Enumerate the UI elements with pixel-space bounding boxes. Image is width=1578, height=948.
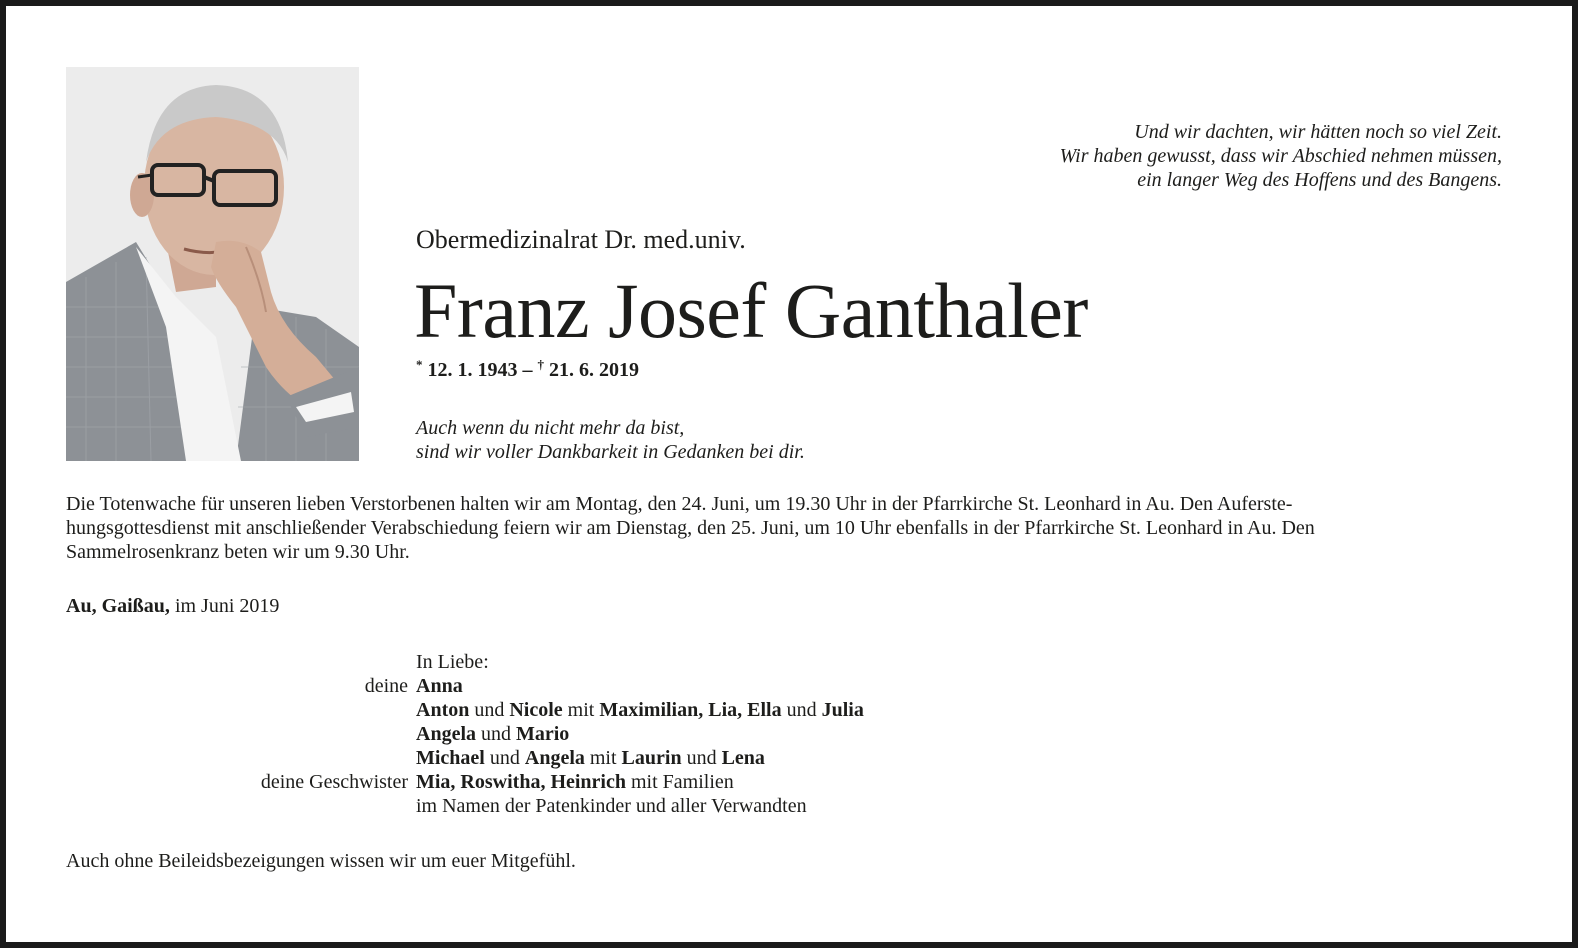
mourner-row <box>0 794 1000 818</box>
mourner-row <box>0 746 1000 770</box>
quote <box>902 120 1502 192</box>
mourner-row <box>0 722 1000 746</box>
mourner-connector: und <box>484 747 525 769</box>
mourner-rows <box>0 674 1000 818</box>
birth-date: 12. 1. 1943 <box>427 359 518 381</box>
date-separator: – <box>517 359 538 381</box>
mourner-name: Julia <box>821 699 864 721</box>
funeral-announcement <box>66 492 1506 564</box>
quote-line: Wir haben gewusst, dass wir Abschied nehmen müssen, <box>1059 145 1502 167</box>
mourner-names <box>416 722 569 746</box>
mourner-name: Anton <box>416 699 470 721</box>
deceased-name: Franz Josef Ganthaler <box>414 267 1088 354</box>
mourner-name: Mia, Roswitha, Heinrich <box>416 771 626 793</box>
mourner-connector: mit <box>562 699 600 721</box>
life-dates <box>416 359 639 382</box>
place-date <box>66 595 279 618</box>
mourner-name: Mario <box>516 723 570 745</box>
mourner-name: Nicole <box>509 699 563 721</box>
mourner-name: Laurin <box>621 747 682 769</box>
mourner-connector: im Namen der Patenkinder und aller Verwandten <box>416 795 807 817</box>
mourner-connector: und <box>681 747 722 769</box>
mourner-row <box>0 698 1000 722</box>
birth-symbol: * <box>416 357 423 372</box>
mourner-connector: mit <box>584 747 622 769</box>
verse <box>416 416 805 464</box>
announcement-line: Die Totenwache für unseren lieben Verstorbenen halten wir am Montag, den 24. Juni, um 19.30 Uhr in der Pfarrkirche St. Leonhard in Au. Den Auferste- <box>66 493 1293 515</box>
mourner-name: Angela <box>416 723 476 745</box>
mourner-names <box>416 674 463 698</box>
verse-line: sind wir voller Dankbarkeit in Gedanken bei dir. <box>416 441 805 463</box>
mourner-name: Maximilian, Lia, Ella <box>599 699 782 721</box>
mourner-relation-label: deine <box>364 675 408 697</box>
announcement-line: Sammelrosenkranz beten wir um 9.30 Uhr. <box>66 541 410 563</box>
mourners-intro: In Liebe: <box>416 651 489 673</box>
mourner-connector: mit Familien <box>626 771 734 793</box>
portrait-photo <box>66 67 359 461</box>
mourner-relation-label: deine Geschwister <box>260 771 408 793</box>
mourner-name: Angela <box>524 747 585 769</box>
quote-line: ein langer Weg des Hoffens und des Bangens. <box>1137 169 1502 191</box>
mourners-list <box>0 650 1000 818</box>
mourner-names <box>416 746 765 770</box>
mourner-names <box>416 770 734 794</box>
death-symbol: † <box>537 357 544 372</box>
quote-line: Und wir dachten, wir hätten noch so viel Zeit. <box>1134 121 1502 143</box>
mourner-name: Lena <box>721 747 765 769</box>
death-date: 21. 6. 2019 <box>549 359 639 381</box>
mourner-names <box>416 794 807 818</box>
mourner-name: Michael <box>416 747 485 769</box>
honorific-title: Obermedizinalrat Dr. med.univ. <box>416 225 746 254</box>
mourner-connector: und <box>781 699 822 721</box>
announcement-line: hungsgottesdienst mit anschließender Verabschiedung feiern wir am Dienstag, den 25. Juni, um 10 Uhr ebenfalls in der Pfarrkirche St. Leonhard in Au. Den <box>66 517 1315 539</box>
mourner-row <box>0 770 1000 794</box>
mourners-intro-row <box>0 650 1000 674</box>
place-month: im Juni 2019 <box>169 595 280 617</box>
mourner-name: Anna <box>416 675 463 697</box>
verse-line: Auch wenn du nicht mehr da bist, <box>416 417 685 439</box>
mourner-row <box>0 674 1000 698</box>
mourner-connector: und <box>469 699 510 721</box>
closing-line: Auch ohne Beileidsbezeigungen wissen wir um euer Mitgefühl. <box>66 850 576 872</box>
mourner-names <box>416 698 864 722</box>
mourner-connector: und <box>476 723 516 745</box>
place-location: Au, Gaißau, <box>66 595 170 617</box>
